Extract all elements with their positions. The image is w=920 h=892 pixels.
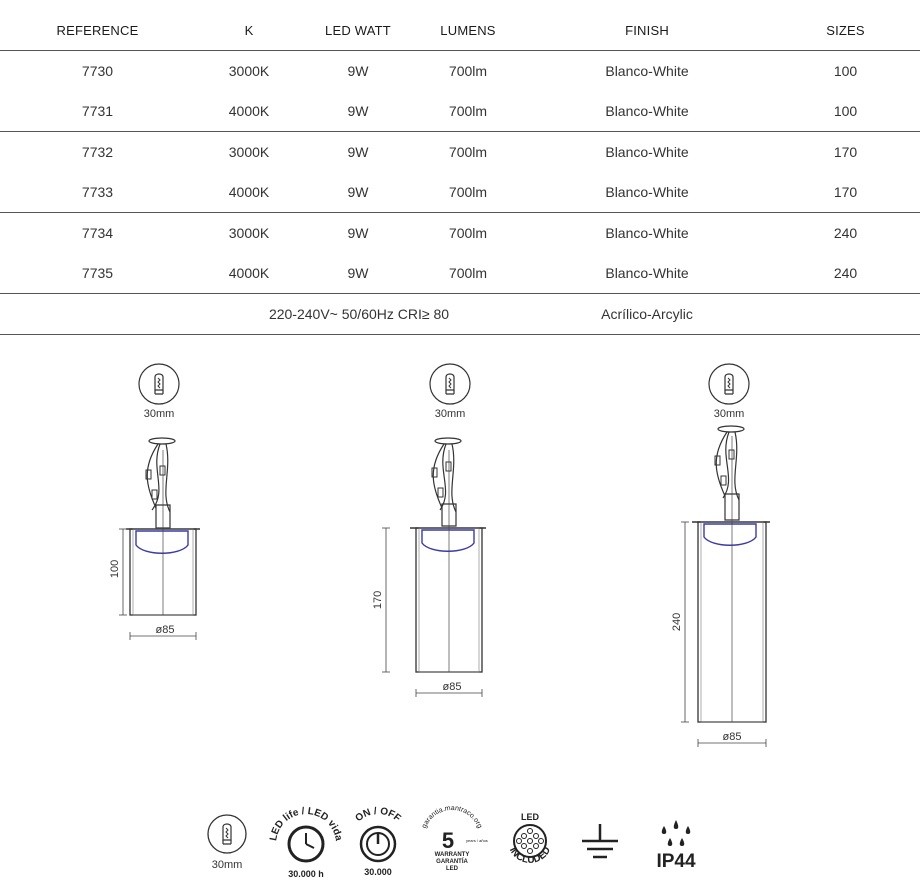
cell-finish: Blanco-White (523, 253, 771, 294)
header-finish: FINISH (523, 10, 771, 51)
cell-lumens: 700lm (413, 253, 523, 294)
warranty-5-years-icon (421, 805, 488, 872)
cutout-label: 30mm (143, 408, 175, 420)
cutout-30mm-icon (208, 815, 246, 871)
svg-text:garantia.mantraco.org (421, 805, 483, 830)
warranty-line-3: LED (446, 866, 458, 872)
cell-size: 170 (833, 144, 858, 160)
cell-finish: Blanco-White (605, 225, 689, 241)
cell-watt: 9W (303, 253, 413, 294)
warranty-years-label: years / años (466, 838, 488, 843)
cell-k: 3000K (228, 63, 270, 79)
cutout-label: 30mm (713, 408, 745, 420)
warranty-line-2: GARANTÍA (436, 859, 468, 865)
cell-finish: Blanco-White (523, 91, 771, 132)
cell-finish: Blanco-White (605, 144, 689, 160)
cell-watt: 9W (303, 91, 413, 132)
cutout-icon (139, 364, 179, 404)
cutout-label: 30mm (211, 859, 243, 871)
header-sizes: SIZES (771, 10, 920, 51)
cell-watt: 9W (347, 63, 369, 79)
cell-reference: 7734 (81, 225, 114, 241)
cell-watt: 9W (303, 172, 413, 213)
warranty-years-number: 5 (441, 828, 455, 853)
on-off-count: 30.000 (364, 867, 392, 877)
on-off-arc-text: ON / OFF (353, 805, 403, 825)
warranty-line-1: WARRANTY (434, 852, 470, 858)
cell-k: 4000K (195, 253, 303, 294)
cell-reference: 7732 (81, 144, 114, 160)
height-dimension: 240 (671, 612, 683, 632)
diameter-dimension: ø85 (442, 681, 462, 693)
cell-reference: 7735 (0, 253, 195, 294)
height-dimension: 100 (109, 559, 121, 579)
cell-size: 100 (833, 63, 858, 79)
cell-lumens: 700lm (448, 225, 488, 241)
cutout-label: 30mm (434, 408, 466, 420)
cell-finish: Blanco-White (523, 172, 771, 213)
led-included-top: LED (521, 812, 539, 822)
lamp-drawing-170 (372, 364, 486, 697)
cell-size: 170 (771, 172, 920, 213)
earth-ground-icon (582, 824, 618, 857)
diameter-dimension: ø85 (155, 624, 175, 636)
cell-size: 240 (771, 253, 920, 294)
height-dimension: 170 (372, 590, 384, 610)
header-lumens: LUMENS (413, 10, 523, 51)
lamp-drawing-100 (109, 364, 200, 640)
led-life-arc-text: LED life / LED vida (268, 805, 344, 842)
cell-lumens: 700lm (448, 63, 488, 79)
cell-k: 4000K (195, 91, 303, 132)
cell-watt: 9W (347, 225, 369, 241)
header-k: K (195, 10, 303, 51)
cell-finish: Blanco-White (605, 63, 689, 79)
led-included-icon (507, 812, 553, 866)
cell-reference: 7730 (81, 63, 114, 79)
header-reference: REFERENCE (0, 10, 195, 51)
led-life-clock-icon (268, 806, 344, 879)
header-led-watt: LED WATT (303, 10, 413, 51)
ip-rating-label: IP44 (656, 851, 696, 872)
cell-lumens: 700lm (413, 172, 523, 213)
diameter-dimension: ø85 (722, 731, 742, 743)
electrical-spec: 220-240V~ 50/60Hz CRI≥ 80 (195, 294, 523, 335)
warranty-arc-text: garantia.mantraco.org (420, 804, 484, 830)
on-off-cycles-icon (350, 806, 406, 877)
ip44-rating-icon (656, 820, 696, 872)
cell-k: 3000K (228, 144, 270, 160)
cell-k: 3000K (228, 225, 270, 241)
cell-reference: 7731 (0, 91, 195, 132)
cell-lumens: 700lm (413, 91, 523, 132)
cell-size: 240 (833, 225, 858, 241)
svg-text:ON / OFF (353, 806, 402, 824)
cell-watt: 9W (347, 144, 369, 160)
cell-size: 100 (771, 91, 920, 132)
cell-k: 4000K (195, 172, 303, 213)
led-life-hours: 30.000 h (288, 869, 324, 879)
lamp-drawing-240 (671, 364, 770, 747)
cell-lumens: 700lm (448, 144, 488, 160)
cutout-icon (430, 364, 470, 404)
diffuser-material: Acrílico-Arcylic (523, 294, 771, 335)
cutout-icon (709, 364, 749, 404)
led-included-bottom: INCLUDED (506, 845, 554, 866)
cell-reference: 7733 (0, 172, 195, 213)
